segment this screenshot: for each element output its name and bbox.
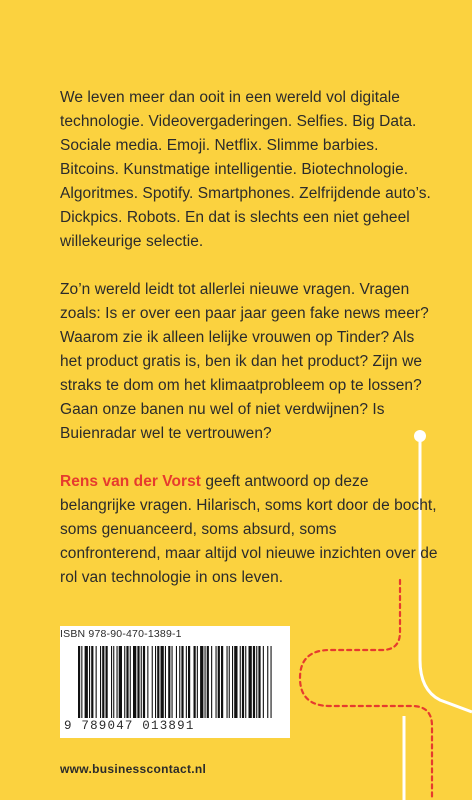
barcode-bar (240, 646, 241, 718)
back-cover-blurb (60, 86, 440, 614)
blurb-paragraph-3-text: geeft antwoord op deze belangrijke vragen. Hilarisch, soms kort door de bocht, soms genuanceerd, soms absurd, soms confronterend, maar altijd vol nieuwe inzichten over de rol van technologie in ons leven. (60, 473, 438, 586)
barcode-bar (100, 646, 101, 718)
barcode-bar (194, 646, 196, 718)
barcode-bar (119, 646, 122, 718)
barcode-bar (96, 646, 97, 718)
blurb-paragraph-2: Zo’n wereld leidt tot allerlei nieuwe vragen. Vragen zoals: Is er over een paar jaar geen fake news meer? Waarom zie ik alleen lelijke vrouwen op Tinder? Als het product gratis is, ben ik dan het product? Zijn we straks te dom om het klimaatprobleem op te lossen? Gaan onze banen nu wel of niet verdwijnen? Is Buienradar wel te vertrouwen? (60, 281, 429, 442)
barcode-bar (234, 646, 237, 718)
barcode-bar (130, 646, 131, 718)
barcode-bar (229, 646, 230, 718)
barcode-bar (245, 646, 246, 718)
barcode-bar (242, 646, 244, 718)
barcode-bar (124, 646, 125, 718)
barcode-bar (221, 646, 223, 718)
barcode-bar (137, 646, 139, 718)
isbn-label: ISBN 978-90-470-1389-1 (60, 628, 182, 640)
barcode-bar (176, 646, 177, 718)
barcode-bar (155, 646, 156, 718)
publisher-website: www.businesscontact.nl (60, 762, 207, 776)
barcode-bar (186, 646, 187, 718)
barcode-icon (78, 646, 274, 718)
white-curve-line (420, 620, 472, 712)
barcode-bar (172, 646, 173, 718)
barcode-bar (253, 646, 255, 718)
barcode-bar (207, 646, 209, 718)
barcode-bar (165, 646, 166, 718)
barcode-bar (205, 646, 206, 718)
barcode-bar (102, 646, 104, 718)
barcode-bar (85, 646, 88, 718)
barcode-bar (141, 646, 142, 718)
barcode-bar (216, 646, 217, 718)
barcode-bar (89, 646, 90, 718)
barcode-bar (126, 646, 128, 718)
barcode-bar (197, 646, 198, 718)
barcode-bar (267, 646, 268, 718)
barcode-bar (181, 646, 183, 718)
blurb-paragraph-3 (60, 470, 440, 590)
barcode-bar (258, 646, 260, 718)
barcode-bar (218, 646, 220, 718)
author-name: Rens van der Vorst (60, 473, 202, 490)
barcode-bar (161, 646, 164, 718)
barcode-bar (263, 646, 264, 718)
barcode-bar (152, 646, 153, 718)
barcode-bar (113, 646, 114, 718)
barcode-bar (133, 646, 136, 718)
barcode-bar (78, 646, 80, 718)
barcode-bar (143, 646, 145, 718)
barcode-bar (117, 646, 118, 718)
barcode-bar (91, 646, 93, 718)
barcode-bar (147, 646, 148, 718)
barcode-bar (188, 646, 190, 718)
barcode-bar (168, 646, 170, 718)
barcode-bar (227, 646, 228, 718)
barcode-bar (200, 646, 203, 718)
barcode-bar (232, 646, 233, 718)
barcode-bar (157, 646, 159, 718)
barcode-bar (106, 646, 108, 718)
barcode-bar (111, 646, 112, 718)
barcode-bar (271, 646, 272, 718)
isbn-digits: 9 789047 013891 (64, 719, 195, 733)
barcode-bar (256, 646, 257, 718)
barcode-bar (249, 646, 252, 718)
blurb-paragraph-1: We leven meer dan ooit in een wereld vol digitale technologie. Videovergaderingen. Selfies. Big Data. Sociale media. Emoji. Netflix. Slimme barbies. Bitcoins. Kunstmatige intelligentie. Biotechnologie. Algoritmes. Spotify. Smartphones. Zelfrijdende auto’s. Dickpics. Robots. En dat is slechts een niet geheel willekeurige selectie. (60, 89, 431, 250)
barcode-bar (81, 646, 82, 718)
barcode-bar (211, 646, 212, 718)
barcode-bar (179, 646, 180, 718)
